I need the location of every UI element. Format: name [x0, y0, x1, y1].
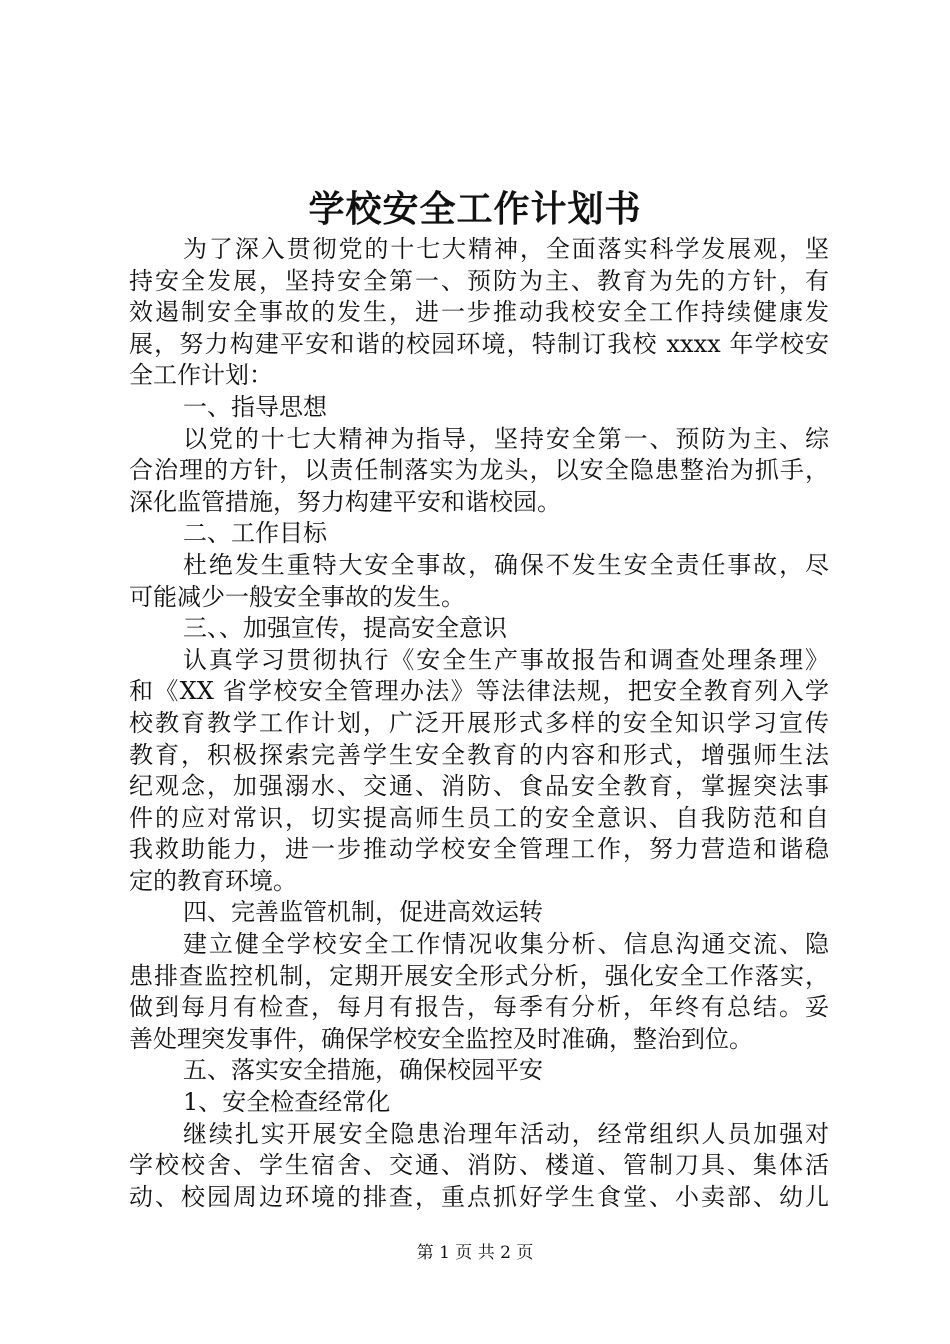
text-line: 四、完善监管机制，促进高效运转	[183, 898, 543, 927]
document-title: 学校安全工作计划书	[308, 188, 642, 230]
text-line: 深化监管措施，努力构建平安和谐校园。	[129, 487, 561, 516]
text-line: 件的应对常识，切实提高师生员工的安全意识、自我防范和自	[129, 803, 829, 832]
text-line: 继续扎实开展安全隐患治理年活动，经常组织人员加强对	[183, 1119, 829, 1148]
text-line: 全工作计划：	[129, 361, 273, 390]
text-line: 我救助能力，进一步推动学校安全管理工作，努力营造和谐稳	[129, 835, 829, 864]
text-line: 建立健全学校安全工作情况收集分析、信息沟通交流、隐	[183, 930, 829, 959]
text-line: 认真学习贯彻执行《安全生产事故报告和调查处理条理》	[183, 645, 829, 674]
text-line: 纪观念，加强溺水、交通、消防、食品安全教育，掌握突法事	[129, 772, 829, 801]
text-line: 1、安全检查经常化	[183, 1088, 391, 1117]
text-line: 二、工作目标	[183, 519, 327, 548]
text-line: 五、落实安全措施，确保校园平安	[183, 1056, 543, 1085]
text-line: 杜绝发生重特大安全事故，确保不发生安全责任事故，尽	[183, 550, 829, 579]
text-line: 展，努力构建平安和谐的校园环境，特制订我校 xxxx 年学校安	[129, 329, 829, 358]
text-line: 做到每月有检查，每月有报告，每季有分析，年终有总结。妥	[129, 993, 829, 1022]
document-body	[129, 234, 829, 1213]
text-line: 效遏制安全事故的发生，进一步推动我校安全工作持续健康发	[129, 298, 829, 327]
text-line: 定的教育环境。	[129, 866, 297, 895]
text-line: 可能减少一般安全事故的发生。	[129, 582, 465, 611]
text-line: 善处理突发事件，确保学校安全监控及时准确，整治到位。	[129, 1024, 753, 1053]
text-line: 和《XX 省学校安全管理办法》等法律法规，把安全教育列入学	[129, 677, 829, 706]
page-footer: 第 1 页 共 2 页	[416, 1243, 534, 1263]
text-line: 以党的十七大精神为指导，坚持安全第一、预防为主、综	[183, 424, 829, 453]
text-line: 校教育教学工作计划，广泛开展形式多样的安全知识学习宣传	[129, 708, 829, 737]
text-line: 患排查监控机制，定期开展安全形式分析，强化安全工作落实，	[129, 961, 829, 990]
text-line: 合治理的方针，以责任制落实为龙头，以安全隐患整治为抓手，	[129, 456, 829, 485]
text-line: 一、指导思想	[183, 392, 327, 421]
text-line: 三、、加强宣传，提高安全意识	[183, 614, 507, 643]
text-line: 动、校园周边环境的排查，重点抓好学生食堂、小卖部、幼儿	[129, 1182, 829, 1211]
text-line: 学校校舍、学生宿舍、交通、消防、楼道、管制刀具、集体活	[129, 1151, 829, 1180]
text-line: 持安全发展，坚持安全第一、预防为主、教育为先的方针，有	[129, 266, 829, 295]
text-line: 为了深入贯彻党的十七大精神，全面落实科学发展观，坚	[183, 235, 829, 263]
text-line: 教育，积极探索完善学生安全教育的内容和形式，增强师生法	[129, 740, 829, 769]
